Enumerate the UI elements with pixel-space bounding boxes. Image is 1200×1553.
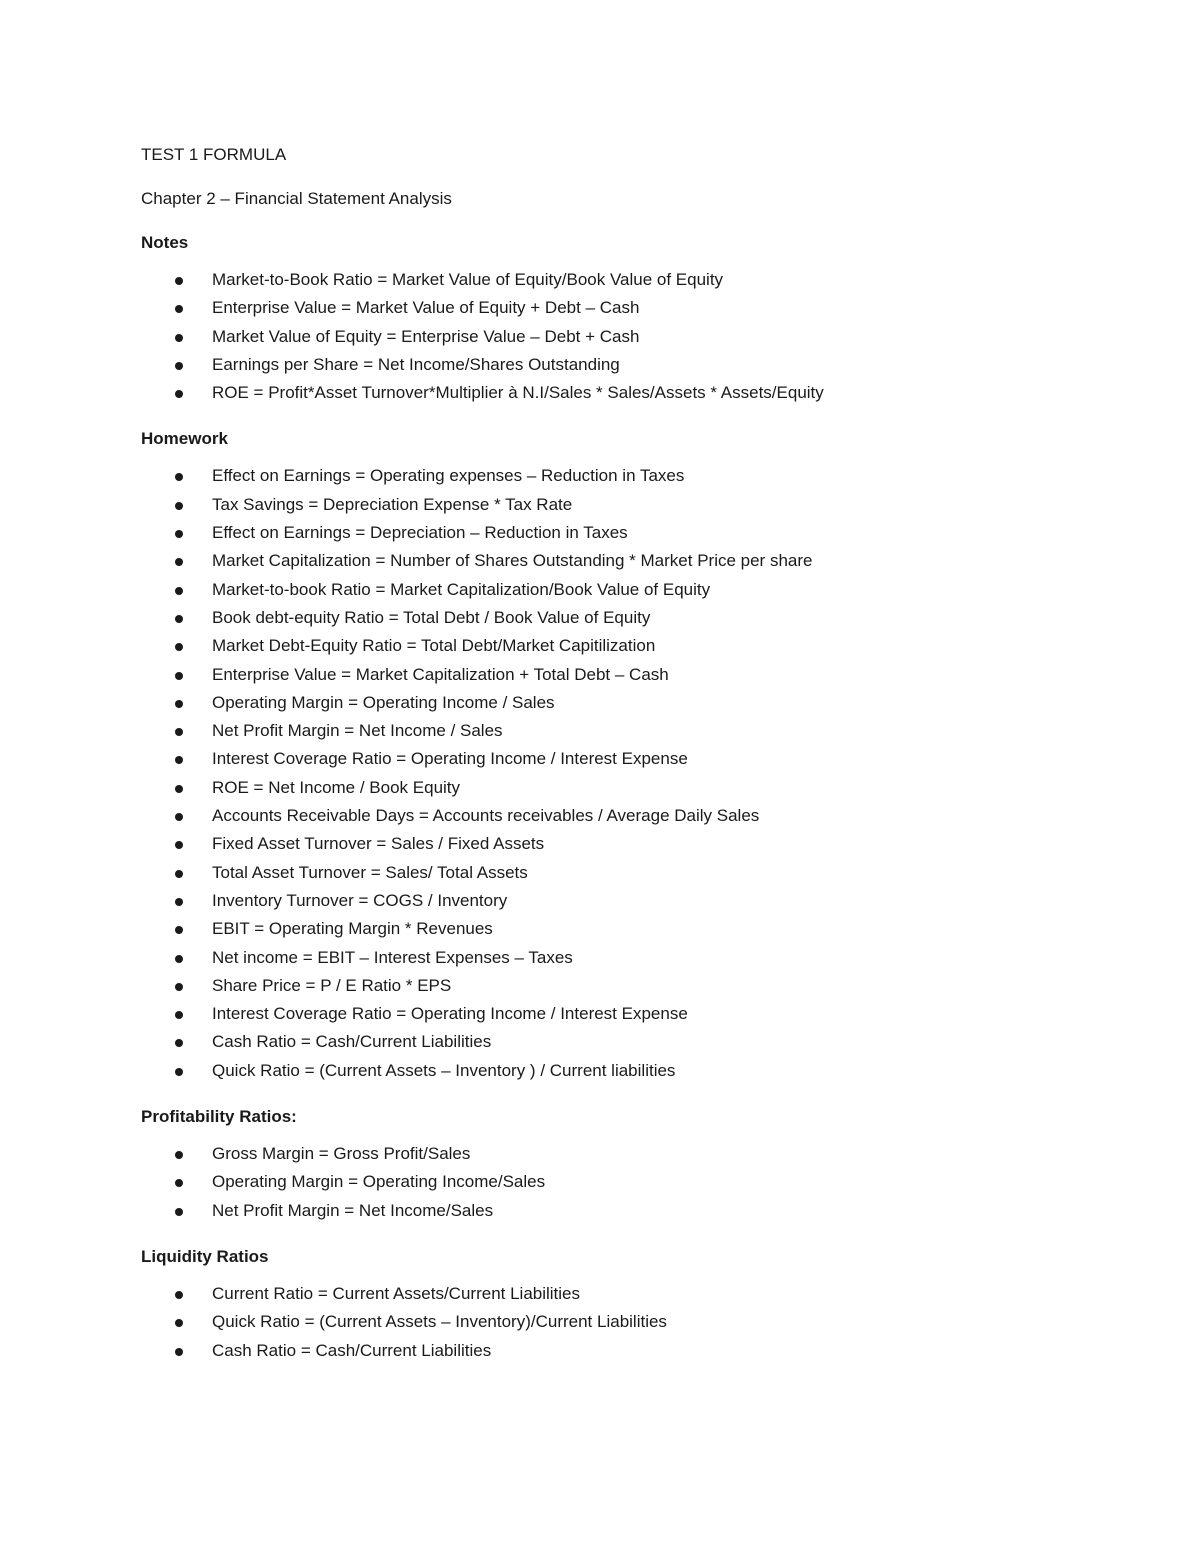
bullet-icon: [175, 728, 183, 736]
list-item: [141, 859, 1121, 887]
section-3: [141, 1246, 1121, 1365]
formula-text: Effect on Earnings = Depreciation – Reduction in Taxes: [212, 523, 628, 543]
bullet-icon: [175, 558, 183, 566]
list-item: [141, 689, 1121, 717]
formula-text: Gross Margin = Gross Profit/Sales: [212, 1144, 471, 1164]
bullet-icon: [175, 1068, 183, 1076]
formula-list: [141, 1280, 1121, 1365]
list-item: [141, 1308, 1121, 1336]
formula-text: Current Ratio = Current Assets/Current Liabilities: [212, 1283, 581, 1303]
list-item: [141, 1280, 1121, 1308]
formula-text: Accounts Receivable Days = Accounts receivables / Average Daily Sales: [212, 806, 760, 826]
section-heading: Liquidity Ratios: [141, 1246, 269, 1266]
list-item: [141, 323, 1121, 351]
formula-text: Effect on Earnings = Operating expenses – Reduction in Taxes: [212, 466, 685, 486]
bullet-icon: [175, 1151, 183, 1159]
formula-text: Fixed Asset Turnover = Sales / Fixed Assets: [212, 834, 545, 854]
formula-text: Operating Margin = Operating Income/Sales: [212, 1172, 546, 1192]
section-heading: Profitability Ratios:: [141, 1107, 297, 1127]
bullet-icon: [175, 502, 183, 510]
formula-text: Quick Ratio = (Current Assets – Inventory)/Current Liabilities: [212, 1312, 667, 1332]
list-item: [141, 802, 1121, 830]
list-item: [141, 1000, 1121, 1028]
list-item: [141, 717, 1121, 745]
formula-text: Market-to-book Ratio = Market Capitalization/Book Value of Equity: [212, 579, 711, 599]
list-item: [141, 576, 1121, 604]
formula-text: Market Debt-Equity Ratio = Total Debt/Market Capitilization: [212, 636, 656, 656]
list-item: [141, 944, 1121, 972]
formula-text: ROE = Net Income / Book Equity: [212, 777, 461, 797]
bullet-icon: [175, 362, 183, 370]
list-item: [141, 774, 1121, 802]
bullet-icon: [175, 756, 183, 764]
list-item: [141, 1337, 1121, 1365]
formula-text: Market Value of Equity = Enterprise Value – Debt + Cash: [212, 326, 640, 346]
bullet-icon: [175, 530, 183, 538]
formula-text: Interest Coverage Ratio = Operating Income / Interest Expense: [212, 749, 688, 769]
bullet-icon: [175, 1011, 183, 1019]
list-item: [141, 745, 1121, 773]
formula-text: Earnings per Share = Net Income/Shares Outstanding: [212, 354, 620, 374]
bullet-icon: [175, 305, 183, 313]
formula-text: Net Profit Margin = Net Income / Sales: [212, 721, 503, 741]
bullet-icon: [175, 643, 183, 651]
formula-text: ROE = Profit*Asset Turnover*Multiplier à N.I/Sales * Sales/Assets * Assets/Equity: [212, 383, 824, 403]
section-2: [141, 1106, 1121, 1225]
formula-text: Total Asset Turnover = Sales/ Total Assets: [212, 862, 528, 882]
chapter-title: Chapter 2 – Financial Statement Analysis: [141, 189, 452, 208]
list-item: [141, 491, 1121, 519]
bullet-icon: [175, 898, 183, 906]
formula-text: Share Price = P / E Ratio * EPS: [212, 975, 452, 995]
bullet-icon: [175, 615, 183, 623]
bullet-icon: [175, 870, 183, 878]
bullet-icon: [175, 955, 183, 963]
bullet-icon: [175, 473, 183, 481]
list-item: [141, 1197, 1121, 1225]
formula-text: Net income = EBIT – Interest Expenses – Taxes: [212, 947, 573, 967]
bullet-icon: [175, 390, 183, 398]
formula-text: Cash Ratio = Cash/Current Liabilities: [212, 1032, 492, 1052]
formula-text: Market-to-Book Ratio = Market Value of Equity/Book Value of Equity: [212, 270, 724, 289]
bullet-icon: [175, 587, 183, 595]
list-item: [141, 379, 1121, 407]
formula-text: Enterprise Value = Market Capitalization + Total Debt – Cash: [212, 664, 669, 684]
list-item: [141, 462, 1121, 490]
formula-list: [141, 1140, 1121, 1225]
list-item: [141, 1028, 1121, 1056]
bullet-icon: [175, 672, 183, 680]
sections-container: [141, 232, 1121, 1365]
formula-text: Book debt-equity Ratio = Total Debt / Book Value of Equity: [212, 607, 651, 627]
formula-list: [141, 266, 1121, 407]
list-item: [141, 604, 1121, 632]
formula-text: Market Capitalization = Number of Shares Outstanding * Market Price per share: [212, 551, 813, 571]
list-item: [141, 915, 1121, 943]
list-item: [141, 1057, 1121, 1085]
section-0: [141, 232, 1121, 407]
list-item: [141, 632, 1121, 660]
bullet-icon: [175, 813, 183, 821]
formula-text: Tax Savings = Depreciation Expense * Tax Rate: [212, 494, 573, 514]
bullet-icon: [175, 1291, 183, 1299]
bullet-icon: [175, 983, 183, 991]
bullet-icon: [175, 700, 183, 708]
list-item: [141, 830, 1121, 858]
list-item: [141, 294, 1121, 322]
bullet-icon: [175, 334, 183, 342]
list-item: [141, 519, 1121, 547]
list-item: [141, 1140, 1121, 1168]
list-item: [141, 972, 1121, 1000]
formula-text: Cash Ratio = Cash/Current Liabilities: [212, 1340, 492, 1360]
list-item: [141, 266, 1121, 294]
section-heading: Homework: [141, 429, 228, 449]
formula-list: [141, 462, 1121, 1085]
bullet-icon: [175, 1179, 183, 1187]
list-item: [141, 661, 1121, 689]
list-item: [141, 1168, 1121, 1196]
section-heading: Notes: [141, 233, 189, 252]
section-1: [141, 428, 1121, 1085]
bullet-icon: [175, 1319, 183, 1327]
bullet-icon: [175, 1208, 183, 1216]
list-item: [141, 547, 1121, 575]
bullet-icon: [175, 277, 183, 285]
list-item: [141, 887, 1121, 915]
bullet-icon: [175, 841, 183, 849]
bullet-icon: [175, 1348, 183, 1356]
formula-text: Enterprise Value = Market Value of Equity + Debt – Cash: [212, 298, 640, 318]
bullet-icon: [175, 926, 183, 934]
formula-text: Quick Ratio = (Current Assets – Inventory ) / Current liabilities: [212, 1060, 676, 1080]
formula-text: Operating Margin = Operating Income / Sales: [212, 692, 555, 712]
formula-text: Inventory Turnover = COGS / Inventory: [212, 890, 508, 910]
list-item: [141, 351, 1121, 379]
formula-text: EBIT = Operating Margin * Revenues: [212, 919, 493, 939]
document-title: TEST 1 FORMULA: [141, 145, 287, 164]
document-page: [141, 144, 1121, 1386]
formula-text: Interest Coverage Ratio = Operating Income / Interest Expense: [212, 1004, 688, 1024]
formula-text: Net Profit Margin = Net Income/Sales: [212, 1200, 494, 1220]
bullet-icon: [175, 785, 183, 793]
bullet-icon: [175, 1039, 183, 1047]
